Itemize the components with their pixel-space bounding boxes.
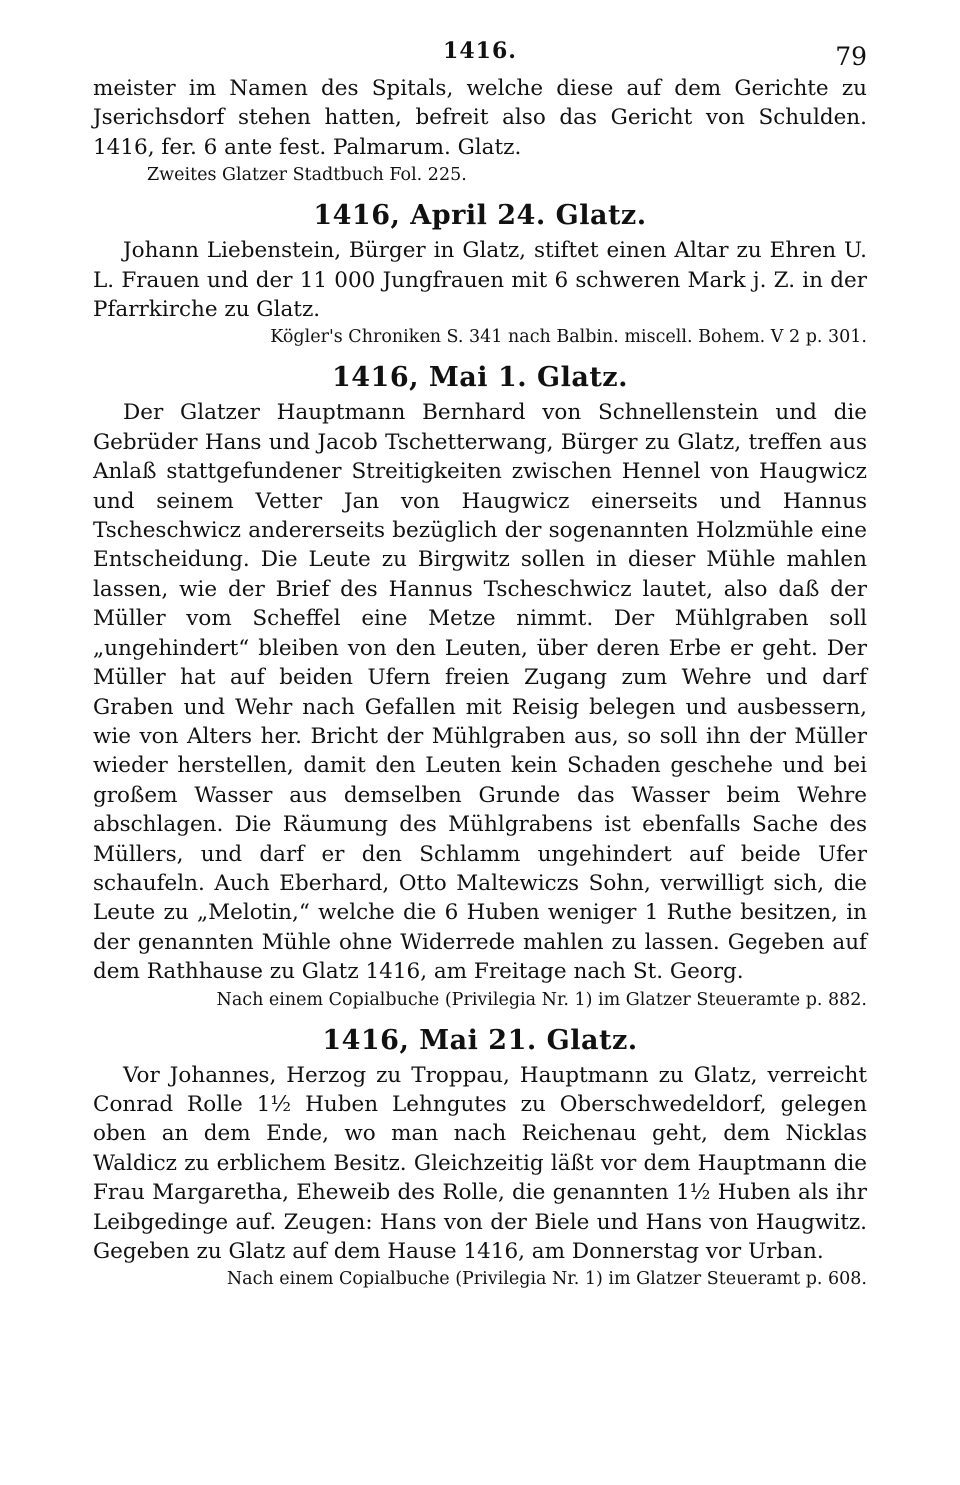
source-citation: Nach einem Copialbuche (Privilegia Nr. 1) im Glatzer Steueramte p. 882. [216, 989, 867, 1010]
entry-text: meister im Namen des Spitals, welche diese auf dem Gerichte zu Jserichsdorf stehen hatten, befreit also das Gericht von Schulden. 1416, fer. 6 ante fest. Palmarum. Glatz. [93, 76, 867, 160]
entry-heading: 1416, Mai 1. Glatz. [331, 362, 629, 394]
entry-continuation [93, 74, 867, 188]
entry-text: Johann Liebenstein, Bürger in Glatz, stiftet einen Altar zu Ehren U. L. Frauen und der 11 000 Jungfrauen mit 6 schweren Mark j. Z. in der Pfarrkirche zu Glatz. [93, 238, 867, 323]
entry-mai-21 [93, 1021, 867, 1293]
header-year: 1416. [443, 38, 517, 64]
entry-text: Vor Johannes, Herzog zu Troppau, Hauptmann zu Glatz, verreicht Conrad Rolle 1½ Huben Lehngutes zu Oberschwedeldorf, gelegen oben an dem Ende, wo man nach Reichenau geht, dem Nicklas Waldicz zu erblichem Besitz. Gleichzeitig läßt vor dem Hauptmann die Frau Margaretha, Eheweib des Rolle, die genannten 1½ Huben als ihr Leibgedinge auf. Zeugen: Hans von der Biele und Hans von Haugwitz. Gegeben zu Glatz auf dem Hause 1416, am Donnerstag vor Urban. [93, 1062, 867, 1264]
page-number: 79 [835, 42, 867, 71]
running-header [93, 38, 867, 74]
entry-heading: 1416, April 24. Glatz. [313, 200, 647, 232]
source-citation: Nach einem Copialbuche (Privilegia Nr. 1) im Glatzer Steueramt p. 608. [226, 1269, 867, 1290]
source-citation: Zweites Glatzer Stadtbuch Fol. 225. [147, 165, 467, 186]
entry-mai-1 [93, 358, 867, 1012]
document-page [93, 38, 867, 1292]
entry-heading: 1416, Mai 21. Glatz. [322, 1024, 638, 1056]
source-citation: Kögler's Chroniken S. 341 nach Balbin. miscell. Bohem. V 2 p. 301. [270, 327, 867, 348]
entry-text: Der Glatzer Hauptmann Bernhard von Schnellenstein und die Gebrüder Hans und Jacob Tschetterwang, Bürger zu Glatz, treffen aus Anlaß stattgefundener Streitigkeiten zwischen Hennel von Haugwicz und seinem Vetter Jan von Haugwicz einerseits und Hannus Tscheschwicz andererseits bezüglich der sogenannten Holzmühle eine Entscheidung. Die Leute zu Birgwitz sollen in dieser Mühle mahlen lassen, wie der Brief des Hannus Tscheschwicz lautet, also daß der Müller vom Scheffel eine Metze nimmt. Der Mühlgraben soll „ungehindert“ bleiben von den Leuten, über deren Erbe er geht. Der Müller hat auf beiden Ufern freien Zugang zum Wehre und darf Graben und Wehr nach Gefallen mit Reisig belegen und ausbessern, wie von Alters her. Bricht der Mühlgraben aus, so soll ihn der Müller wieder herstellen, damit den Leuten kein Schaden geschehe und bei großem Wasser aus demselben Grunde das Wasser beim Wehre abschlagen. Die Räumung des Mühlgrabens ist ebenfalls Sache des Müllers, und darf er den Schlamm ungehindert auf beide Ufer schaufeln. Auch Eberhard, Otto Maltewiczs Sohn, verwilligt sich, die Leute zu „Melotin,“ welche die 6 Huben weniger 1 Ruthe besitzen, in der genannten Mühle ohne Widerrede mahlen zu lassen. Gegeben auf dem Rathhause zu Glatz 1416, am Freitage nach St. Georg. [93, 400, 867, 985]
entry-april-24 [93, 196, 867, 350]
